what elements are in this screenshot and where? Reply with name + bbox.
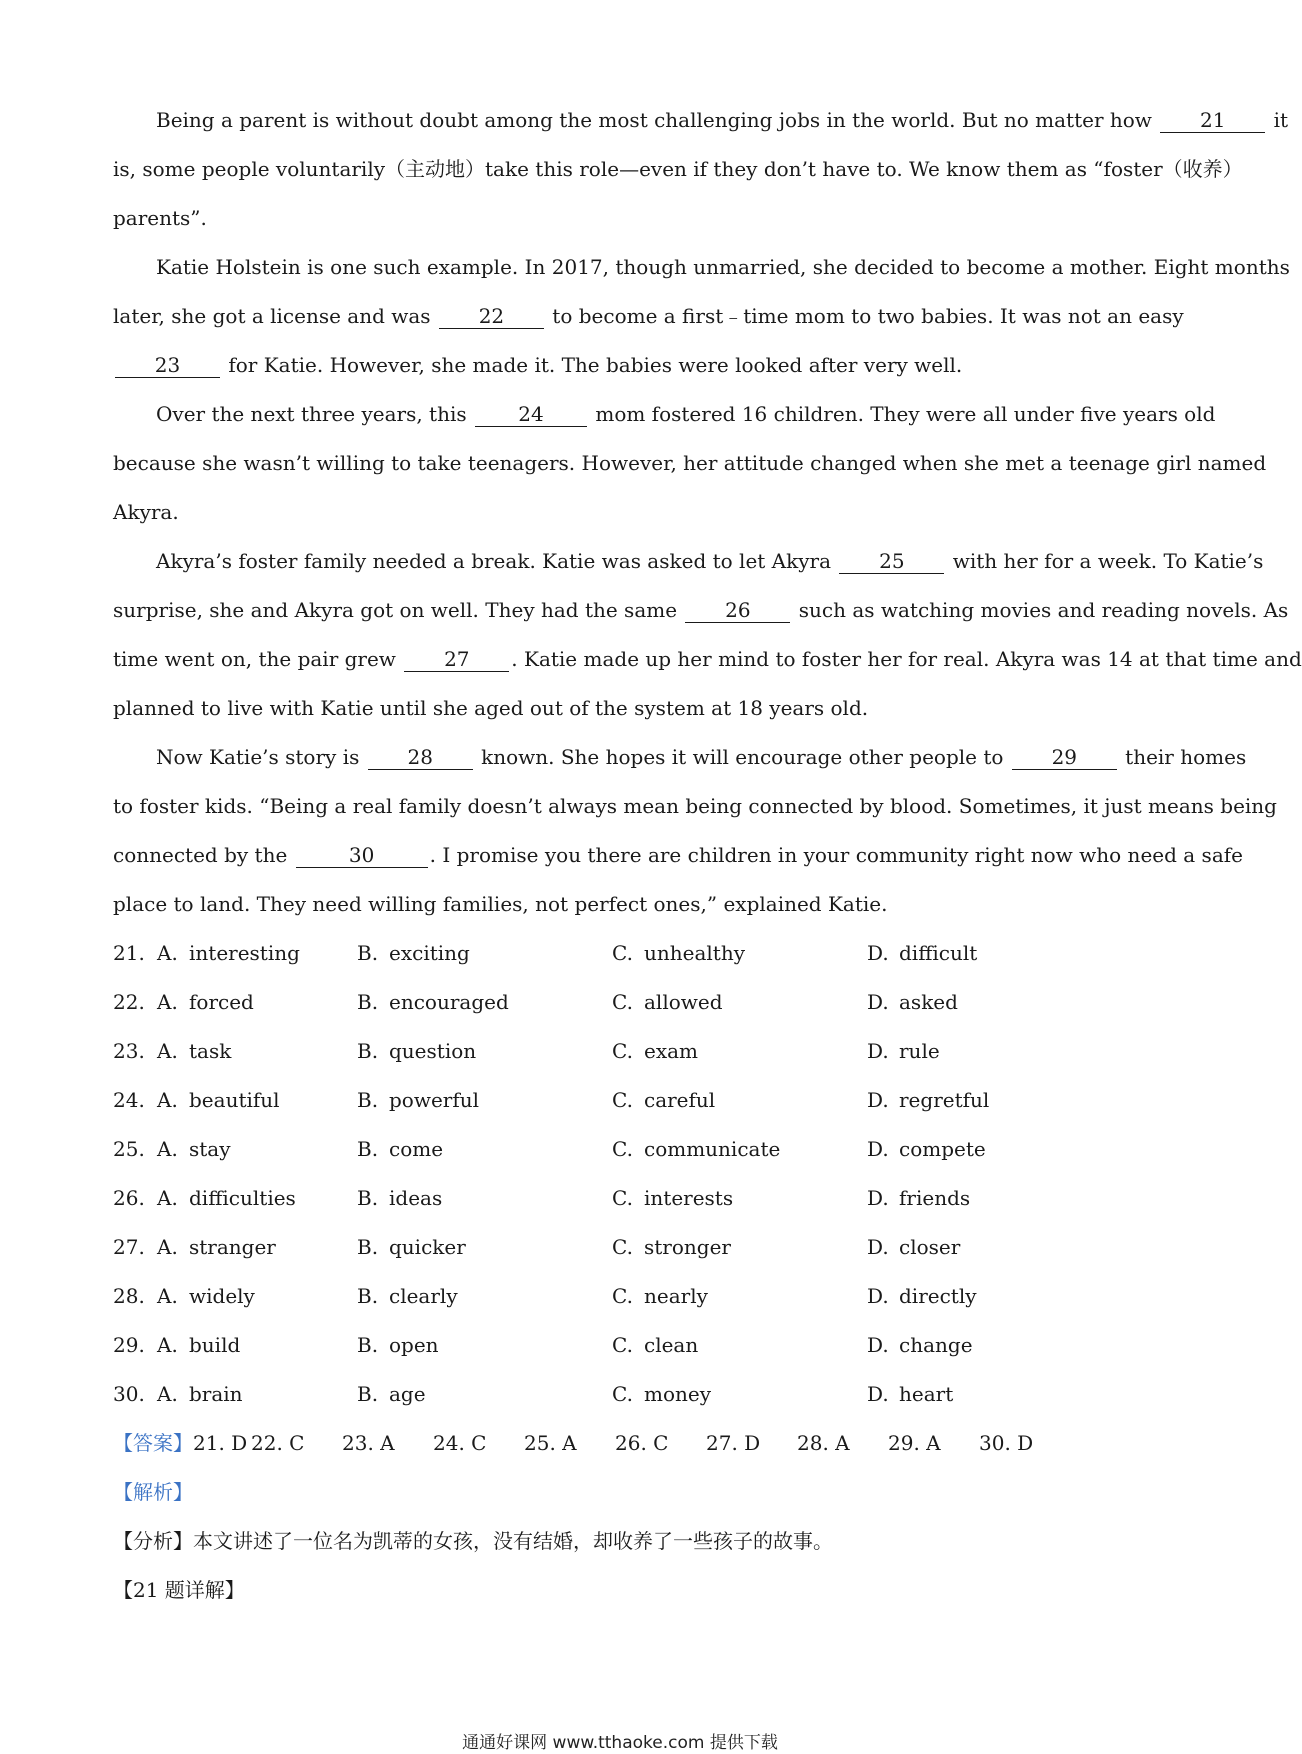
option-letter: A. bbox=[157, 990, 178, 1014]
option-text: asked bbox=[899, 990, 958, 1014]
question-number: 24. bbox=[113, 1088, 145, 1112]
passage-text: their homes bbox=[1118, 745, 1247, 769]
option-a bbox=[157, 1027, 357, 1076]
option-b bbox=[357, 1370, 612, 1419]
option-text: interests bbox=[644, 1186, 734, 1210]
option-a bbox=[157, 1370, 357, 1419]
passage-line bbox=[113, 96, 1289, 145]
option-text: compete bbox=[899, 1137, 986, 1161]
option-text: forced bbox=[189, 990, 254, 1014]
option-letter: B. bbox=[357, 1284, 379, 1308]
option-c bbox=[612, 1321, 867, 1370]
option-text: directly bbox=[899, 1284, 977, 1308]
passage-line bbox=[113, 488, 1133, 537]
option-d bbox=[867, 1272, 1122, 1321]
option-c bbox=[612, 978, 867, 1027]
option-text: money bbox=[644, 1382, 712, 1406]
passage-text: connected by the bbox=[113, 843, 294, 867]
option-text: unhealthy bbox=[644, 941, 746, 965]
option-letter: D. bbox=[867, 1088, 889, 1112]
passage-text: parents”. bbox=[113, 206, 207, 230]
summary-label: 【分析】 bbox=[113, 1529, 193, 1553]
option-c bbox=[612, 929, 867, 978]
answer-item: 26. C bbox=[615, 1431, 669, 1455]
option-b bbox=[357, 1125, 612, 1174]
passage-line bbox=[113, 390, 1216, 439]
option-text: heart bbox=[899, 1382, 954, 1406]
blank-26: 26 bbox=[685, 598, 790, 623]
option-b bbox=[357, 978, 612, 1027]
question-number: 28. bbox=[113, 1284, 145, 1308]
option-text: stranger bbox=[189, 1235, 276, 1259]
option-letter: D. bbox=[867, 1333, 889, 1357]
question-number: 25. bbox=[113, 1137, 145, 1161]
option-letter: A. bbox=[157, 1333, 178, 1357]
passage-text: it bbox=[1267, 108, 1289, 132]
analysis-heading bbox=[113, 1468, 1133, 1517]
passage-line bbox=[113, 243, 1290, 292]
answer-item: 30. D bbox=[979, 1431, 1034, 1455]
option-text: quicker bbox=[389, 1235, 466, 1259]
option-text: stronger bbox=[644, 1235, 731, 1259]
blank-30: 30 bbox=[296, 843, 428, 868]
option-a bbox=[157, 1125, 357, 1174]
document-page bbox=[113, 96, 1302, 1615]
option-letter: C. bbox=[612, 1088, 633, 1112]
option-row bbox=[113, 1125, 1133, 1174]
option-d bbox=[867, 1076, 1122, 1125]
blank-22: 22 bbox=[439, 304, 544, 329]
passage-text: time went on, the pair grew bbox=[113, 647, 403, 671]
summary-line bbox=[113, 1517, 1133, 1566]
passage-line bbox=[113, 537, 1264, 586]
option-letter: B. bbox=[357, 1137, 379, 1161]
option-letter: B. bbox=[357, 941, 379, 965]
option-text: question bbox=[389, 1039, 477, 1063]
summary-text: 本文讲述了一位名为凯蒂的女孩，没有结婚，却收养了一些孩子的故事。 bbox=[193, 1529, 833, 1553]
passage-text: to become a first﹣time mom to two babies. It was not an easy bbox=[545, 304, 1184, 328]
option-letter: B. bbox=[357, 990, 379, 1014]
option-text: careful bbox=[644, 1088, 716, 1112]
option-letter: D. bbox=[867, 1039, 889, 1063]
blank-29: 29 bbox=[1012, 745, 1117, 770]
option-row bbox=[113, 1370, 1133, 1419]
passage-text: Akyra. bbox=[113, 500, 179, 524]
option-b bbox=[357, 1076, 612, 1125]
option-letter: D. bbox=[867, 1235, 889, 1259]
question-number: 30. bbox=[113, 1382, 145, 1406]
answer-item: 28. A bbox=[797, 1431, 850, 1455]
option-c bbox=[612, 1076, 867, 1125]
option-text: nearly bbox=[644, 1284, 708, 1308]
question-number: 21. bbox=[113, 941, 145, 965]
option-row bbox=[113, 1223, 1133, 1272]
option-b bbox=[357, 1223, 612, 1272]
passage-line bbox=[113, 880, 1133, 929]
option-letter: B. bbox=[357, 1235, 379, 1259]
passage-text: for Katie. However, she made it. The babies were looked after very well. bbox=[222, 353, 963, 377]
option-b bbox=[357, 1321, 612, 1370]
passage-line bbox=[113, 341, 1133, 390]
option-text: allowed bbox=[644, 990, 723, 1014]
passage-line bbox=[113, 831, 1243, 880]
passage-line bbox=[113, 145, 1243, 194]
passage-line bbox=[113, 635, 1302, 684]
blank-23: 23 bbox=[115, 353, 220, 378]
option-letter: A. bbox=[157, 1137, 178, 1161]
blank-25: 25 bbox=[839, 549, 944, 574]
option-c bbox=[612, 1027, 867, 1076]
option-a bbox=[157, 1272, 357, 1321]
blank-24: 24 bbox=[475, 402, 587, 427]
passage-text: . Katie made up her mind to foster her for real. Akyra was 14 at that time and bbox=[511, 647, 1302, 671]
blank-27: 27 bbox=[404, 647, 509, 672]
option-b bbox=[357, 1272, 612, 1321]
option-d bbox=[867, 929, 1122, 978]
option-d bbox=[867, 1370, 1122, 1419]
answer-row bbox=[113, 1419, 1133, 1468]
option-text: build bbox=[189, 1333, 241, 1357]
option-letter: B. bbox=[357, 1088, 379, 1112]
option-b bbox=[357, 1174, 612, 1223]
passage-line bbox=[113, 782, 1277, 831]
option-text: difficulties bbox=[189, 1186, 296, 1210]
option-text: widely bbox=[189, 1284, 255, 1308]
passage-text: Akyra’s foster family needed a break. Katie was asked to let Akyra bbox=[156, 549, 838, 573]
passage-text: later, she got a license and was bbox=[113, 304, 437, 328]
option-d bbox=[867, 978, 1122, 1027]
detail-heading: 【21 题详解】 bbox=[113, 1578, 245, 1602]
option-a bbox=[157, 1321, 357, 1370]
option-text: exam bbox=[644, 1039, 699, 1063]
option-text: brain bbox=[189, 1382, 243, 1406]
option-text: interesting bbox=[189, 941, 300, 965]
option-letter: B. bbox=[357, 1039, 379, 1063]
passage-text: Over the next three years, this bbox=[156, 402, 473, 426]
option-row bbox=[113, 1076, 1133, 1125]
option-d bbox=[867, 1027, 1122, 1076]
option-d bbox=[867, 1125, 1122, 1174]
option-text: closer bbox=[899, 1235, 961, 1259]
option-text: regretful bbox=[899, 1088, 990, 1112]
passage-text: mom fostered 16 children. They were all under five years old bbox=[589, 402, 1216, 426]
footer: 通通好课网 www.tthaoke.com 提供下载 bbox=[462, 1733, 778, 1753]
option-row bbox=[113, 978, 1133, 1027]
option-row bbox=[113, 1321, 1133, 1370]
option-d bbox=[867, 1174, 1122, 1223]
option-row bbox=[113, 1174, 1133, 1223]
option-letter: B. bbox=[357, 1186, 379, 1210]
option-text: beautiful bbox=[189, 1088, 280, 1112]
option-b bbox=[357, 929, 612, 978]
option-letter: D. bbox=[867, 1284, 889, 1308]
blank-21: 21 bbox=[1160, 108, 1265, 133]
option-text: encouraged bbox=[389, 990, 509, 1014]
option-letter: A. bbox=[157, 941, 178, 965]
option-letter: C. bbox=[612, 1039, 633, 1063]
passage-text: known. She hopes it will encourage other people to bbox=[474, 745, 1010, 769]
passage bbox=[113, 96, 1302, 929]
option-text: stay bbox=[189, 1137, 231, 1161]
answer-tag: 【答案】 bbox=[113, 1431, 193, 1455]
passage-text: planned to live with Katie until she aged out of the system at 18 years old. bbox=[113, 696, 869, 720]
option-letter: C. bbox=[612, 1137, 633, 1161]
option-c bbox=[612, 1223, 867, 1272]
answer-item: 24. C bbox=[433, 1431, 487, 1455]
passage-line bbox=[113, 194, 1133, 243]
option-letter: A. bbox=[157, 1088, 178, 1112]
option-d bbox=[867, 1321, 1122, 1370]
option-letter: C. bbox=[612, 1284, 633, 1308]
passage-text: to foster kids. “Being a real family doesn’t always mean being connected by blood. Sometimes, it just means being bbox=[113, 794, 1277, 818]
passage-text: Katie Holstein is one such example. In 2017, though unmarried, she decided to become a mother. Eight months bbox=[156, 255, 1290, 279]
passage-text: Now Katie’s story is bbox=[156, 745, 366, 769]
option-c bbox=[612, 1125, 867, 1174]
option-text: task bbox=[189, 1039, 232, 1063]
analysis-tag: 【解析】 bbox=[113, 1480, 193, 1504]
passage-line bbox=[113, 292, 1184, 341]
option-letter: B. bbox=[357, 1382, 379, 1406]
option-row bbox=[113, 929, 1133, 978]
passage-text: is, some people voluntarily（主动地）take this role—even if they don’t have to. We know them as “foster（收养） bbox=[113, 157, 1243, 181]
question-number: 27. bbox=[113, 1235, 145, 1259]
option-row bbox=[113, 1272, 1133, 1321]
option-text: clearly bbox=[389, 1284, 458, 1308]
option-letter: D. bbox=[867, 1186, 889, 1210]
question-number: 23. bbox=[113, 1039, 145, 1063]
option-letter: C. bbox=[612, 1235, 633, 1259]
option-text: change bbox=[899, 1333, 973, 1357]
passage-text: place to land. They need willing families, not perfect ones,” explained Katie. bbox=[113, 892, 888, 916]
option-a bbox=[157, 1174, 357, 1223]
option-c bbox=[612, 1272, 867, 1321]
option-letter: C. bbox=[612, 1333, 633, 1357]
option-letter: A. bbox=[157, 1235, 178, 1259]
option-text: powerful bbox=[389, 1088, 480, 1112]
option-letter: D. bbox=[867, 941, 889, 965]
option-text: ideas bbox=[389, 1186, 443, 1210]
answer-item: 27. D bbox=[706, 1431, 761, 1455]
passage-text: with her for a week. To Katie’s bbox=[946, 549, 1264, 573]
passage-text: such as watching movies and reading novels. As bbox=[792, 598, 1289, 622]
answer-item: 25. A bbox=[524, 1431, 577, 1455]
option-text: exciting bbox=[389, 941, 470, 965]
passage-line bbox=[113, 684, 1133, 733]
option-c bbox=[612, 1370, 867, 1419]
option-letter: C. bbox=[612, 1382, 633, 1406]
option-letter: A. bbox=[157, 1039, 178, 1063]
passage-text: Being a parent is without doubt among the most challenging jobs in the world. But no matter how bbox=[156, 108, 1159, 132]
option-text: friends bbox=[899, 1186, 971, 1210]
question-number: 29. bbox=[113, 1333, 145, 1357]
blank-28: 28 bbox=[368, 745, 473, 770]
option-letter: A. bbox=[157, 1186, 178, 1210]
passage-line bbox=[113, 439, 1267, 488]
passage-line bbox=[113, 733, 1247, 782]
option-letter: D. bbox=[867, 990, 889, 1014]
option-letter: D. bbox=[867, 1382, 889, 1406]
option-text: rule bbox=[899, 1039, 940, 1063]
answer-item: 23. A bbox=[342, 1431, 395, 1455]
option-row bbox=[113, 1027, 1133, 1076]
option-text: come bbox=[389, 1137, 444, 1161]
options-list bbox=[113, 929, 1133, 1419]
option-text: communicate bbox=[644, 1137, 781, 1161]
option-a bbox=[157, 978, 357, 1027]
answer-item: 22. C bbox=[251, 1431, 305, 1455]
option-text: difficult bbox=[899, 941, 978, 965]
option-letter: C. bbox=[612, 990, 633, 1014]
option-letter: B. bbox=[357, 1333, 379, 1357]
option-a bbox=[157, 929, 357, 978]
question-number: 26. bbox=[113, 1186, 145, 1210]
option-letter: C. bbox=[612, 1186, 633, 1210]
option-letter: A. bbox=[157, 1284, 178, 1308]
option-b bbox=[357, 1027, 612, 1076]
answer-item: 21. D bbox=[193, 1431, 248, 1455]
option-letter: C. bbox=[612, 941, 633, 965]
option-c bbox=[612, 1174, 867, 1223]
option-d bbox=[867, 1223, 1122, 1272]
passage-line bbox=[113, 586, 1289, 635]
passage-text: . I promise you there are children in your community right now who need a safe bbox=[429, 843, 1243, 867]
option-text: clean bbox=[644, 1333, 699, 1357]
passage-text: surprise, she and Akyra got on well. They had the same bbox=[113, 598, 684, 622]
option-letter: D. bbox=[867, 1137, 889, 1161]
option-letter: A. bbox=[157, 1382, 178, 1406]
option-a bbox=[157, 1223, 357, 1272]
option-a bbox=[157, 1076, 357, 1125]
option-text: open bbox=[389, 1333, 439, 1357]
option-text: age bbox=[389, 1382, 426, 1406]
question-number: 22. bbox=[113, 990, 145, 1014]
answer-item: 29. A bbox=[888, 1431, 941, 1455]
passage-text: because she wasn’t willing to take teenagers. However, her attitude changed when she met a teenage girl named bbox=[113, 451, 1267, 475]
